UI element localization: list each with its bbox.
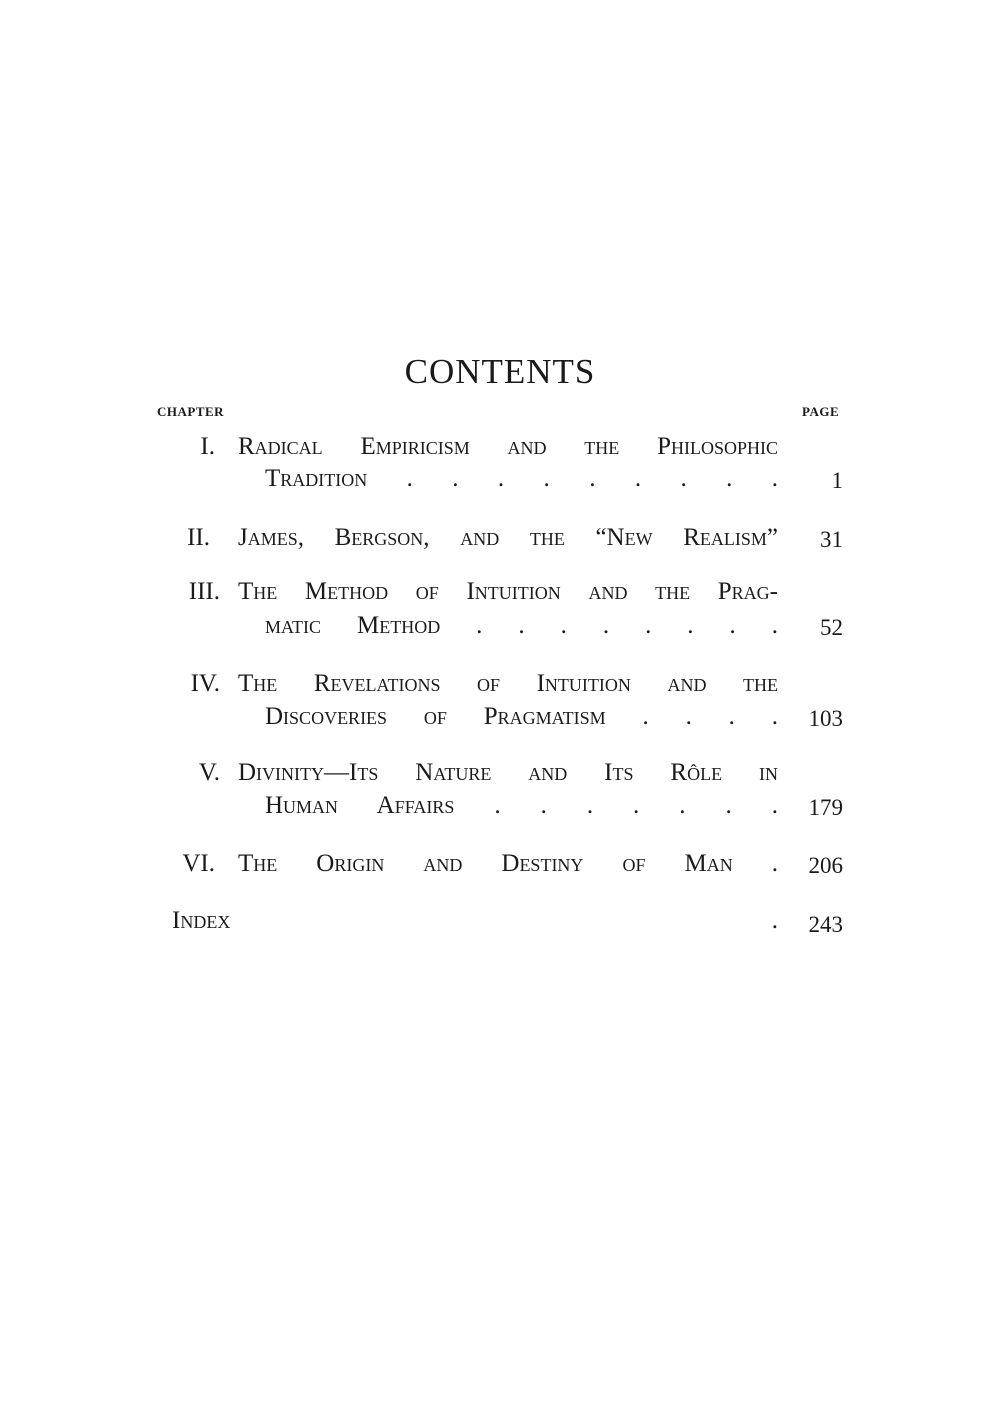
page-number: 103: [808, 706, 843, 731]
chapter-column-label: CHAPTER: [157, 404, 225, 419]
chapter-title: The Method of Intuition and the Prag-: [238, 578, 778, 605]
page-number: 206: [808, 853, 843, 878]
chapter-number: VI.: [182, 850, 215, 877]
page-number: 1: [831, 468, 843, 493]
page-title: CONTENTS: [404, 352, 596, 391]
page-number: 179: [808, 795, 843, 820]
page-number: 243: [808, 912, 843, 937]
index-label: Index .: [172, 907, 778, 934]
page-number: 52: [820, 615, 843, 640]
page-number: 31: [820, 527, 843, 552]
chapter-title: Radical Empiricism and the Philosophic: [238, 433, 778, 460]
page-column-label: PAGE: [802, 404, 840, 419]
chapter-title-cont: Tradition . . . . . . . . .: [265, 465, 778, 492]
chapter-title-cont: Discoveries of Pragmatism . . . .: [265, 703, 778, 730]
chapter-title-cont: matic Method . . . . . . . .: [265, 612, 778, 639]
chapter-number: IV.: [190, 670, 220, 697]
chapter-number: III.: [188, 578, 220, 605]
chapter-title: James, Bergson, and the “New Realism”: [238, 524, 778, 551]
chapter-number: II.: [187, 524, 210, 551]
chapter-title-cont: Human Affairs . . . . . . .: [265, 792, 778, 819]
chapter-title: The Revelations of Intuition and the: [238, 670, 778, 697]
chapter-number: I.: [200, 433, 215, 460]
chapter-title: The Origin and Destiny of Man .: [238, 850, 778, 877]
chapter-number: V.: [198, 759, 220, 786]
chapter-title: Divinity—Its Nature and Its Rôle in: [238, 759, 778, 786]
